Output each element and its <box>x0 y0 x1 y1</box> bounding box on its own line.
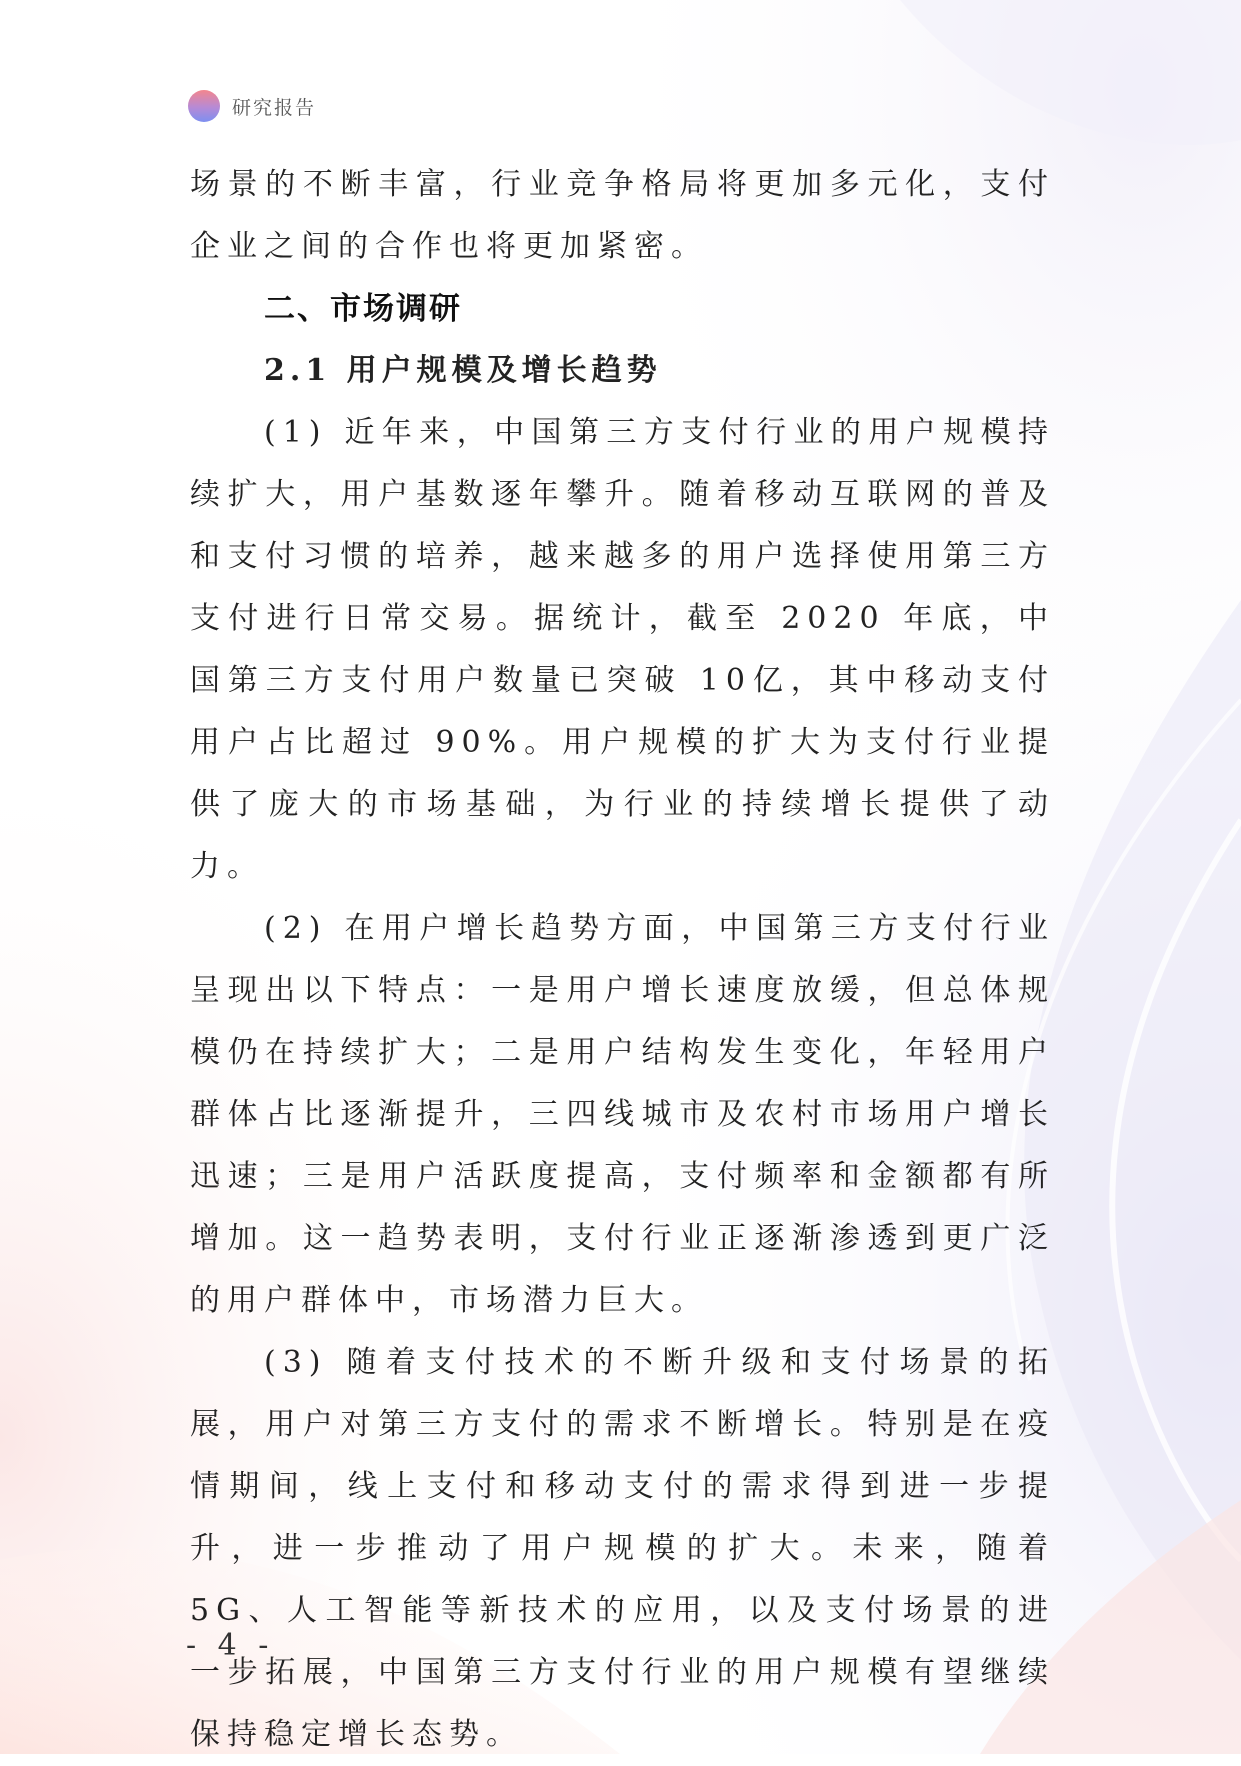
header-title: 研究报告 <box>232 96 317 119</box>
page-number: - 4 - <box>186 1628 275 1663</box>
paragraph-2: (2) 在用户增长趋势方面，中国第三方支付行业呈现出以下特点：一是用户增长速度放缓，但总体规模仍在持续扩大；二是用户结构发生变化，年轻用户群体占比逐渐提升，三四线城市及农村市场用户增长迅速；三是用户活跃度提高，支付频率和金额都有所增加。这一趋势表明，支付行业正逐渐渗透到更广泛的用户群体中，市场潜力巨大。 <box>190 911 1055 1318</box>
paragraph-3: (3) 随着支付技术的不断升级和支付场景的拓展，用户对第三方支付的需求不断增长。特别是在疫情期间，线上支付和移动支付的需求得到进一步提升，进一步推动了用户规模的扩大。未来，随着 5G、人工智能等新技术的应用，以及支付场景的进一步拓展，中国第三方支付行业的用户规模有望继续保持稳定增长态势。 <box>190 1345 1055 1752</box>
section-heading: 二、市场调研 <box>264 291 462 327</box>
paragraph-1: (1) 近年来，中国第三方支付行业的用户规模持续扩大，用户基数逐年攀升。随着移动互联网的普及和支付习惯的培养，越来越多的用户选择使用第三方支付进行日常交易。据统计，截至 2020 年底，中国第三方支付用户数量已突破 10亿，其中移动支付用户占比超过 90%。用户规模的扩大为支付行业提供了庞大的市场基础，为行业的持续增长提供了动力。 <box>190 415 1055 884</box>
document-body <box>190 154 1055 1766</box>
logo-circle-icon <box>188 90 220 122</box>
subsection-heading: 2.1 用户规模及增长趋势 <box>264 353 662 388</box>
report-header <box>188 90 316 122</box>
intro-continuation-paragraph: 场景的不断丰富，行业竞争格局将更加多元化，支付企业之间的合作也将更加紧密。 <box>190 167 1055 264</box>
